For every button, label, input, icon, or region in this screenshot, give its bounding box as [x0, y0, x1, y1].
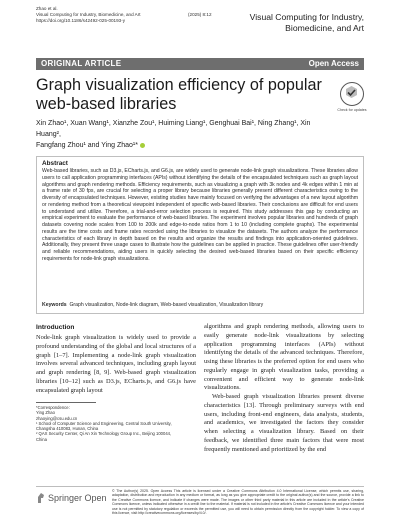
publisher-name: Springer Open — [48, 493, 107, 503]
correspondence-line: ² QAX Security Center, Qi An Xin Technology Group Inc., Beijing 100044, — [36, 431, 172, 437]
abstract-text: Web-based libraries, such as D3.js, ECharts.js, and G6.js, are widely used to generate node-link graph visualizations. These libraries allow users to call application programming interfaces (APIs) without identifying the details of the encapsulated techniques such as graph layout algorithms and graph rendering methods. Efficiency requirements, such as visualizing a graph with 3k nodes and 4k edges within 1 min at a frame rate of 30 fps, are crucial for selecting a proper library because libraries generally present different characteristics owing to the diversity of encapsulated techniques. However, existing studies have mainly focused on verifying the advantages of a new layout algorithm or rendering method from a theoretical viewpoint independent of specific web-based libraries. Their conclusions are difficult for end users to understand and utilize. Therefore, a trial-and-error selection process is required. This study addresses this gap by conducting an empirical experiment to evaluate the performance of web-based libraries. The experiment involves popular libraries and hundreds of graph datasets covering node scales from 100 to 200k and edge-to-node ratios from 1 to 10 (including complete graphs). The experimental results are the time costs and frame rates recorded using the libraries to visualize the datasets. The authors analyze the performance characteristics of each library in depth based on the results and organize the results and findings into application-oriented guidelines. Additionally, they present three usage cases to illustrate how the guidelines can be applied in practice. These guidelines offer user-friendly and reliable recommendations, aiding users in quickly selecting the desired web-based libraries based on their specific efficiency requirements for node-link graph visualizations. — [42, 168, 358, 262]
citation-journal: Visual Computing for Industry, Biomedicine, and Art — [36, 12, 141, 17]
introduction-right-column — [204, 323, 364, 454]
correspondence-line: ¹ School of Computer Science and Engineering, Central South University, — [36, 420, 172, 426]
license-text: © The Author(s) 2025. Open Access This article is licensed under a Creative Commons Attribution 4.0 International License, which permits use, sharing, adaptation, distribution and reproduction in any medium or format, as long as you give appropriate credit to the original author(s) and the source, provide a link to the Creative Commons licence, and indicate if changes were made. The images or other third party material in this article are included in the article's Creative Commons licence, unless indicated otherwise in a credit line to the material. If material is not included in the article's Creative Commons licence and your intended use is not permitted by statutory regulation or exceeds the permitted use, you will need to obtain permission directly from the copyright holder. To view a copy of this licence, visit http://creativecommons.org/licenses/by/4.0/. — [112, 489, 364, 516]
article-title — [36, 76, 336, 113]
footer-rule — [36, 486, 364, 487]
article-type-label: ORIGINAL ARTICLE — [41, 59, 122, 68]
author-list — [36, 118, 336, 151]
journal-name-line: Biomedicine, and Art — [285, 22, 364, 33]
abstract-heading: Abstract — [42, 160, 68, 167]
correspondence-line: China — [36, 436, 47, 442]
introduction-heading: Introduction — [36, 324, 75, 331]
correspondence-line: Changsha 410083, Hunan, China — [36, 426, 99, 432]
citation-authors: Zhao et al. — [36, 6, 58, 11]
article-type-banner — [36, 58, 364, 70]
citation-doi-link[interactable]: https://doi.org/10.1186/s42492-025-00193-y — [36, 18, 126, 23]
correspondence-line: Ying Zhao — [36, 410, 55, 416]
author-line — [36, 140, 336, 151]
journal-name-line: Visual Computing for Industry, — [249, 12, 364, 22]
check-for-updates-glyph — [341, 83, 362, 104]
correspondence-email[interactable]: zhaoying@csu.edu.cn — [36, 415, 78, 421]
keywords-list: Graph visualization, Node-link diagram, Web-based visualization, Visualization library — [69, 302, 264, 308]
check-for-updates-label[interactable]: Check for updates — [337, 108, 367, 112]
author-line: Xin Zhao¹, Xuan Wang¹, Xianzhe Zou¹, Huiming Liang¹, Genghuai Bai¹, Ning Zhang¹, Xin Huang², — [36, 120, 311, 138]
introduction-left-column: Node-link graph visualization is widely used to provide a profound understanding of the global and local structures of a graph [1–7]. Implementing a node-link graph visualization involves several advanced techniques, including graph layout and graph rendering [8, 9]. Web-based graph visualization libraries [10–12] such as D3.js, ECharts.js, and G6.js have encapsulated graph layout — [36, 334, 196, 394]
journal-name — [224, 12, 364, 33]
title-line: Graph visualization efficiency of popular — [36, 76, 322, 94]
keywords — [42, 302, 358, 309]
springer-horse-icon — [36, 492, 46, 504]
correspondence-line: *Correspondence: — [36, 405, 70, 410]
paragraph: algorithms and graph rendering methods, allowing users to easily generate node-link visualizations by selecting application programming interfaces (APIs) without identifying the details of the advanced techniques. Therefore, using these libraries is the preferred option for end users who regularly engage in graph visualization tasks, providing a convenient and efficient way to generate node-link visualizations. — [204, 323, 364, 392]
paragraph: Web-based graph visualization libraries present diverse characteristics [13]. Through preliminary surveys with end users, including front-end engineers, data analysts, students, and academics, we investigated the factors they consider when selecting a visualization library. Based on their feedback, we identified three main factors that were most frequently mentioned and prioritized by the end — [204, 393, 364, 453]
title-line: web-based libraries — [36, 94, 177, 113]
citation-header — [36, 6, 212, 24]
springer-open-logo[interactable] — [36, 490, 107, 506]
open-access-label: Open Access — [308, 59, 359, 68]
correspondence-block — [36, 405, 196, 442]
check-for-updates-icon[interactable] — [340, 82, 364, 106]
orcid-icon[interactable] — [140, 143, 145, 148]
footnote-rule — [36, 402, 96, 403]
citation-year-page: (2025) 8:12 — [188, 12, 212, 17]
keywords-label: Keywords — [42, 302, 67, 308]
author-line-text: Fangfang Zhou¹ and Ying Zhao¹* — [36, 142, 138, 149]
